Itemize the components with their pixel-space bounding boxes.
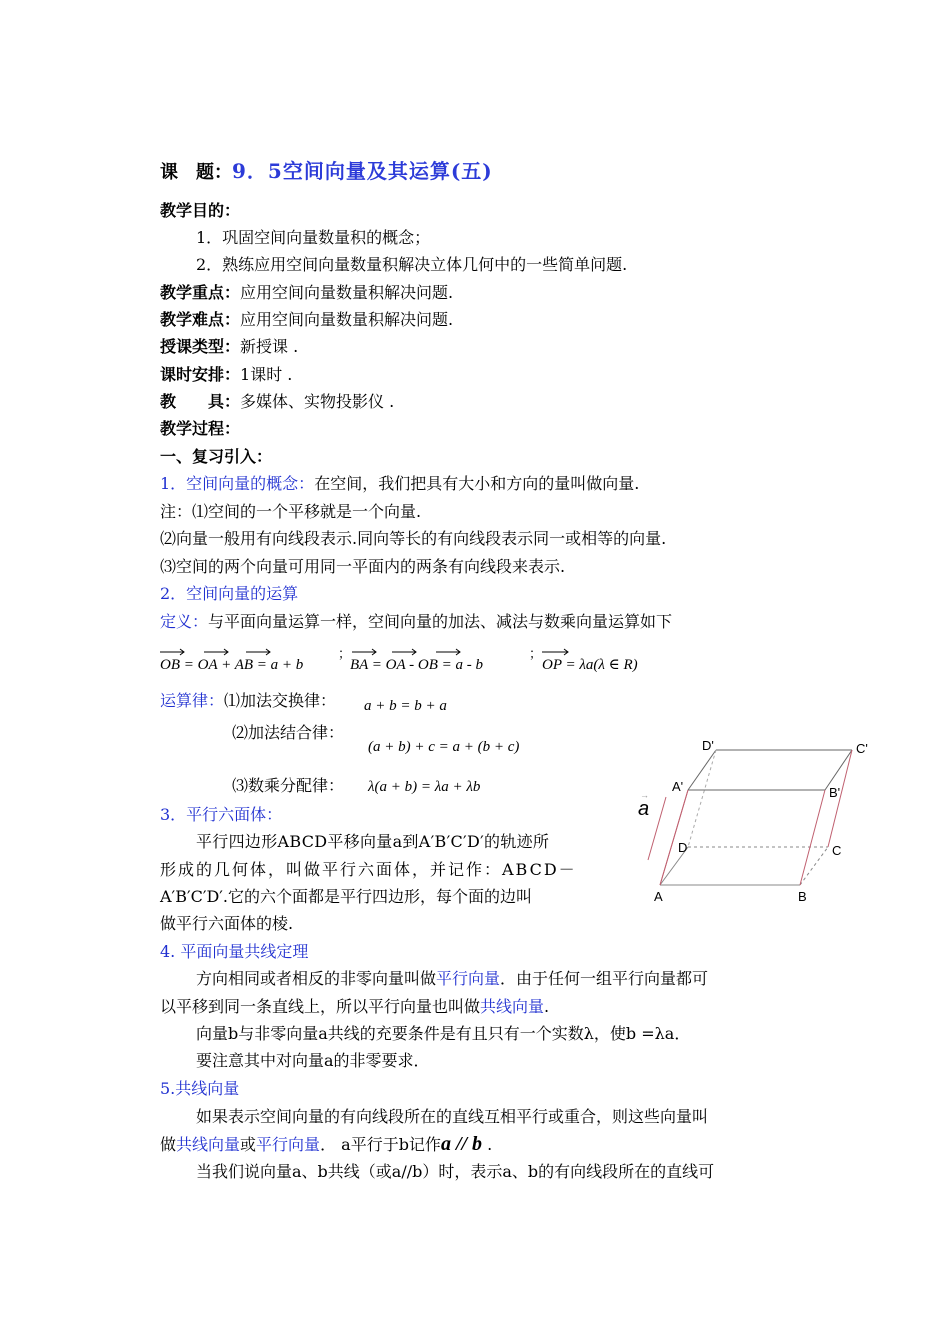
label-D1: D' (702, 738, 714, 753)
law-1 (160, 690, 336, 712)
term-parallel-vector: 平行向量 (436, 969, 501, 988)
text-span: 方向相同或者相反的非零向量叫做 (196, 969, 437, 988)
law-1-label: ⑴加法交换律： (224, 691, 337, 710)
collinear-theorem-heading: 4. 平面向量共线定理 (160, 942, 309, 961)
parallelepiped-line-3: A′B′C′D′.它的六个面都是平行四边形，每个面的边叫 (160, 887, 533, 906)
meta-value: 应用空间向量数量积解决问题. (240, 283, 454, 302)
objective-2: 2．熟练应用空间向量数量积解决立体几何中的一些简单问题. (196, 255, 628, 274)
theorem-line-1 (196, 968, 708, 990)
meta-value: 多媒体、实物投影仪 . (240, 392, 395, 411)
text-span: . (544, 997, 550, 1016)
note-1: 注：⑴空间的一个平移就是一个向量. (160, 502, 422, 521)
collinear-line-1: 如果表示空间向量的有向线段所在的直线互相平行或重合，则这些向量叫 (196, 1107, 709, 1126)
label-A: A (654, 889, 663, 904)
label-C1: C' (856, 741, 868, 756)
law-1-formula: a + b = b + a (364, 698, 447, 714)
meta-label: 课时安排： (160, 365, 241, 384)
section-review-heading: 一、复习引入： (160, 447, 273, 466)
label-A1: A' (672, 779, 684, 794)
laws-lead: 运算律： (160, 691, 225, 710)
meta-value: 应用空间向量数量积解决问题. (240, 310, 454, 329)
parallel-notation: a // b (440, 1133, 483, 1155)
text-span: . (482, 1135, 493, 1154)
label-B1: B' (829, 785, 841, 800)
collinear-line-2 (160, 1133, 492, 1156)
text-span: 做 (160, 1135, 177, 1154)
term-collinear-vector: 共线向量 (480, 997, 545, 1016)
formula-add: OB = OA + AB = a + b (160, 657, 304, 673)
law-3-label: ⑶数乘分配律： (232, 776, 345, 795)
parallelepiped-figure (630, 735, 880, 910)
theorem-line-2 (160, 996, 549, 1018)
note-3: ⑶空间的两个向量可用同一平面内的两条有向线段来表示. (160, 557, 566, 576)
label-C: C (832, 843, 842, 858)
text-span: ． a平行于b记作 (320, 1135, 441, 1154)
label-vector-a: a (638, 798, 650, 820)
lesson-title-value: 9．5空间向量及其运算(五) (232, 159, 493, 183)
meta-key-point (160, 282, 453, 304)
label-D: D (678, 840, 688, 855)
concept-text: 在空间，我们把具有大小和方向的量叫做向量. (314, 474, 640, 493)
meta-value: 1课时 . (240, 365, 293, 384)
meta-type (160, 336, 298, 358)
term-parallel-vector: 平行向量 (256, 1135, 321, 1154)
text-span: ．由于任何一组平行向量都可 (500, 969, 709, 988)
text-span: 或 (240, 1135, 257, 1154)
parallelepiped-heading: 3．平行六面体： (160, 805, 283, 824)
text-span: 以平移到同一条直线上，所以平行向量也叫做 (160, 997, 481, 1016)
law-2-formula: (a + b) + c = a + (b + c) (368, 739, 520, 755)
parallelepiped-line-4: 做平行六面体的棱. (160, 914, 294, 933)
vector-arrow-mark: → (640, 790, 649, 800)
operations-heading: 2．空间向量的运算 (160, 584, 299, 603)
term-collinear-vector: 共线向量 (176, 1135, 241, 1154)
formula-sep-1: ； (338, 647, 352, 662)
definition-lead: 定义： (160, 612, 209, 631)
law-3-formula: λ(a + b) = λa + λb (368, 779, 481, 795)
meta-schedule (160, 364, 292, 386)
theorem-line-4: 要注意其中对向量a的非零要求． (196, 1051, 430, 1070)
formula-scalar: OP = λa(λ ∈ R) (542, 657, 638, 673)
meta-difficulty (160, 309, 453, 331)
collinear-line-3: 当我们说向量a、b共线（或a//b）时，表示a、b的有向线段所在的直线可 (196, 1162, 715, 1181)
note-2: ⑵向量一般用有向线段表示.同向等长的有向线段表示同一或相等的向量. (160, 529, 667, 548)
process-heading: 教学过程： (160, 419, 241, 438)
concept-line (160, 473, 639, 495)
formula-sub: BA = OA - OB = a - b (350, 657, 484, 673)
meta-label: 教 具： (160, 392, 241, 411)
theorem-line-3: 向量b与非零向量a共线的充要条件是有且只有一个实数λ，使b =λa． (196, 1024, 691, 1043)
meta-label: 授课类型： (160, 337, 241, 356)
meta-label: 教学难点： (160, 310, 241, 329)
lesson-title (160, 160, 493, 184)
meta-value: 新授课 . (240, 337, 299, 356)
law-2-label: ⑵加法结合律： (232, 723, 345, 742)
meta-tools (160, 391, 394, 413)
vector-arrows (158, 648, 698, 656)
objectives-heading: 教学目的： (160, 201, 241, 220)
definition-text: 与平面向量运算一样，空间向量的加法、减法与数乘向量运算如下 (208, 612, 673, 631)
formula-sep-2: ； (529, 647, 543, 662)
meta-label: 教学重点： (160, 283, 241, 302)
label-B: B (798, 889, 807, 904)
lesson-title-label: 课 题： (160, 162, 232, 183)
parallelepiped-line-2: 形成的几何体，叫做平行六面体，并记作：ABCD－ (160, 860, 577, 879)
definition-line (160, 611, 672, 633)
parallelepiped-line-1: 平行四边形ABCD平移向量a到A′B′C′D′的轨迹所 (196, 832, 550, 851)
objective-1: 1．巩固空间向量数量积的概念； (196, 228, 431, 247)
collinear-vector-heading: 5.共线向量 (160, 1079, 240, 1098)
concept-lead: 1．空间向量的概念： (160, 474, 315, 493)
